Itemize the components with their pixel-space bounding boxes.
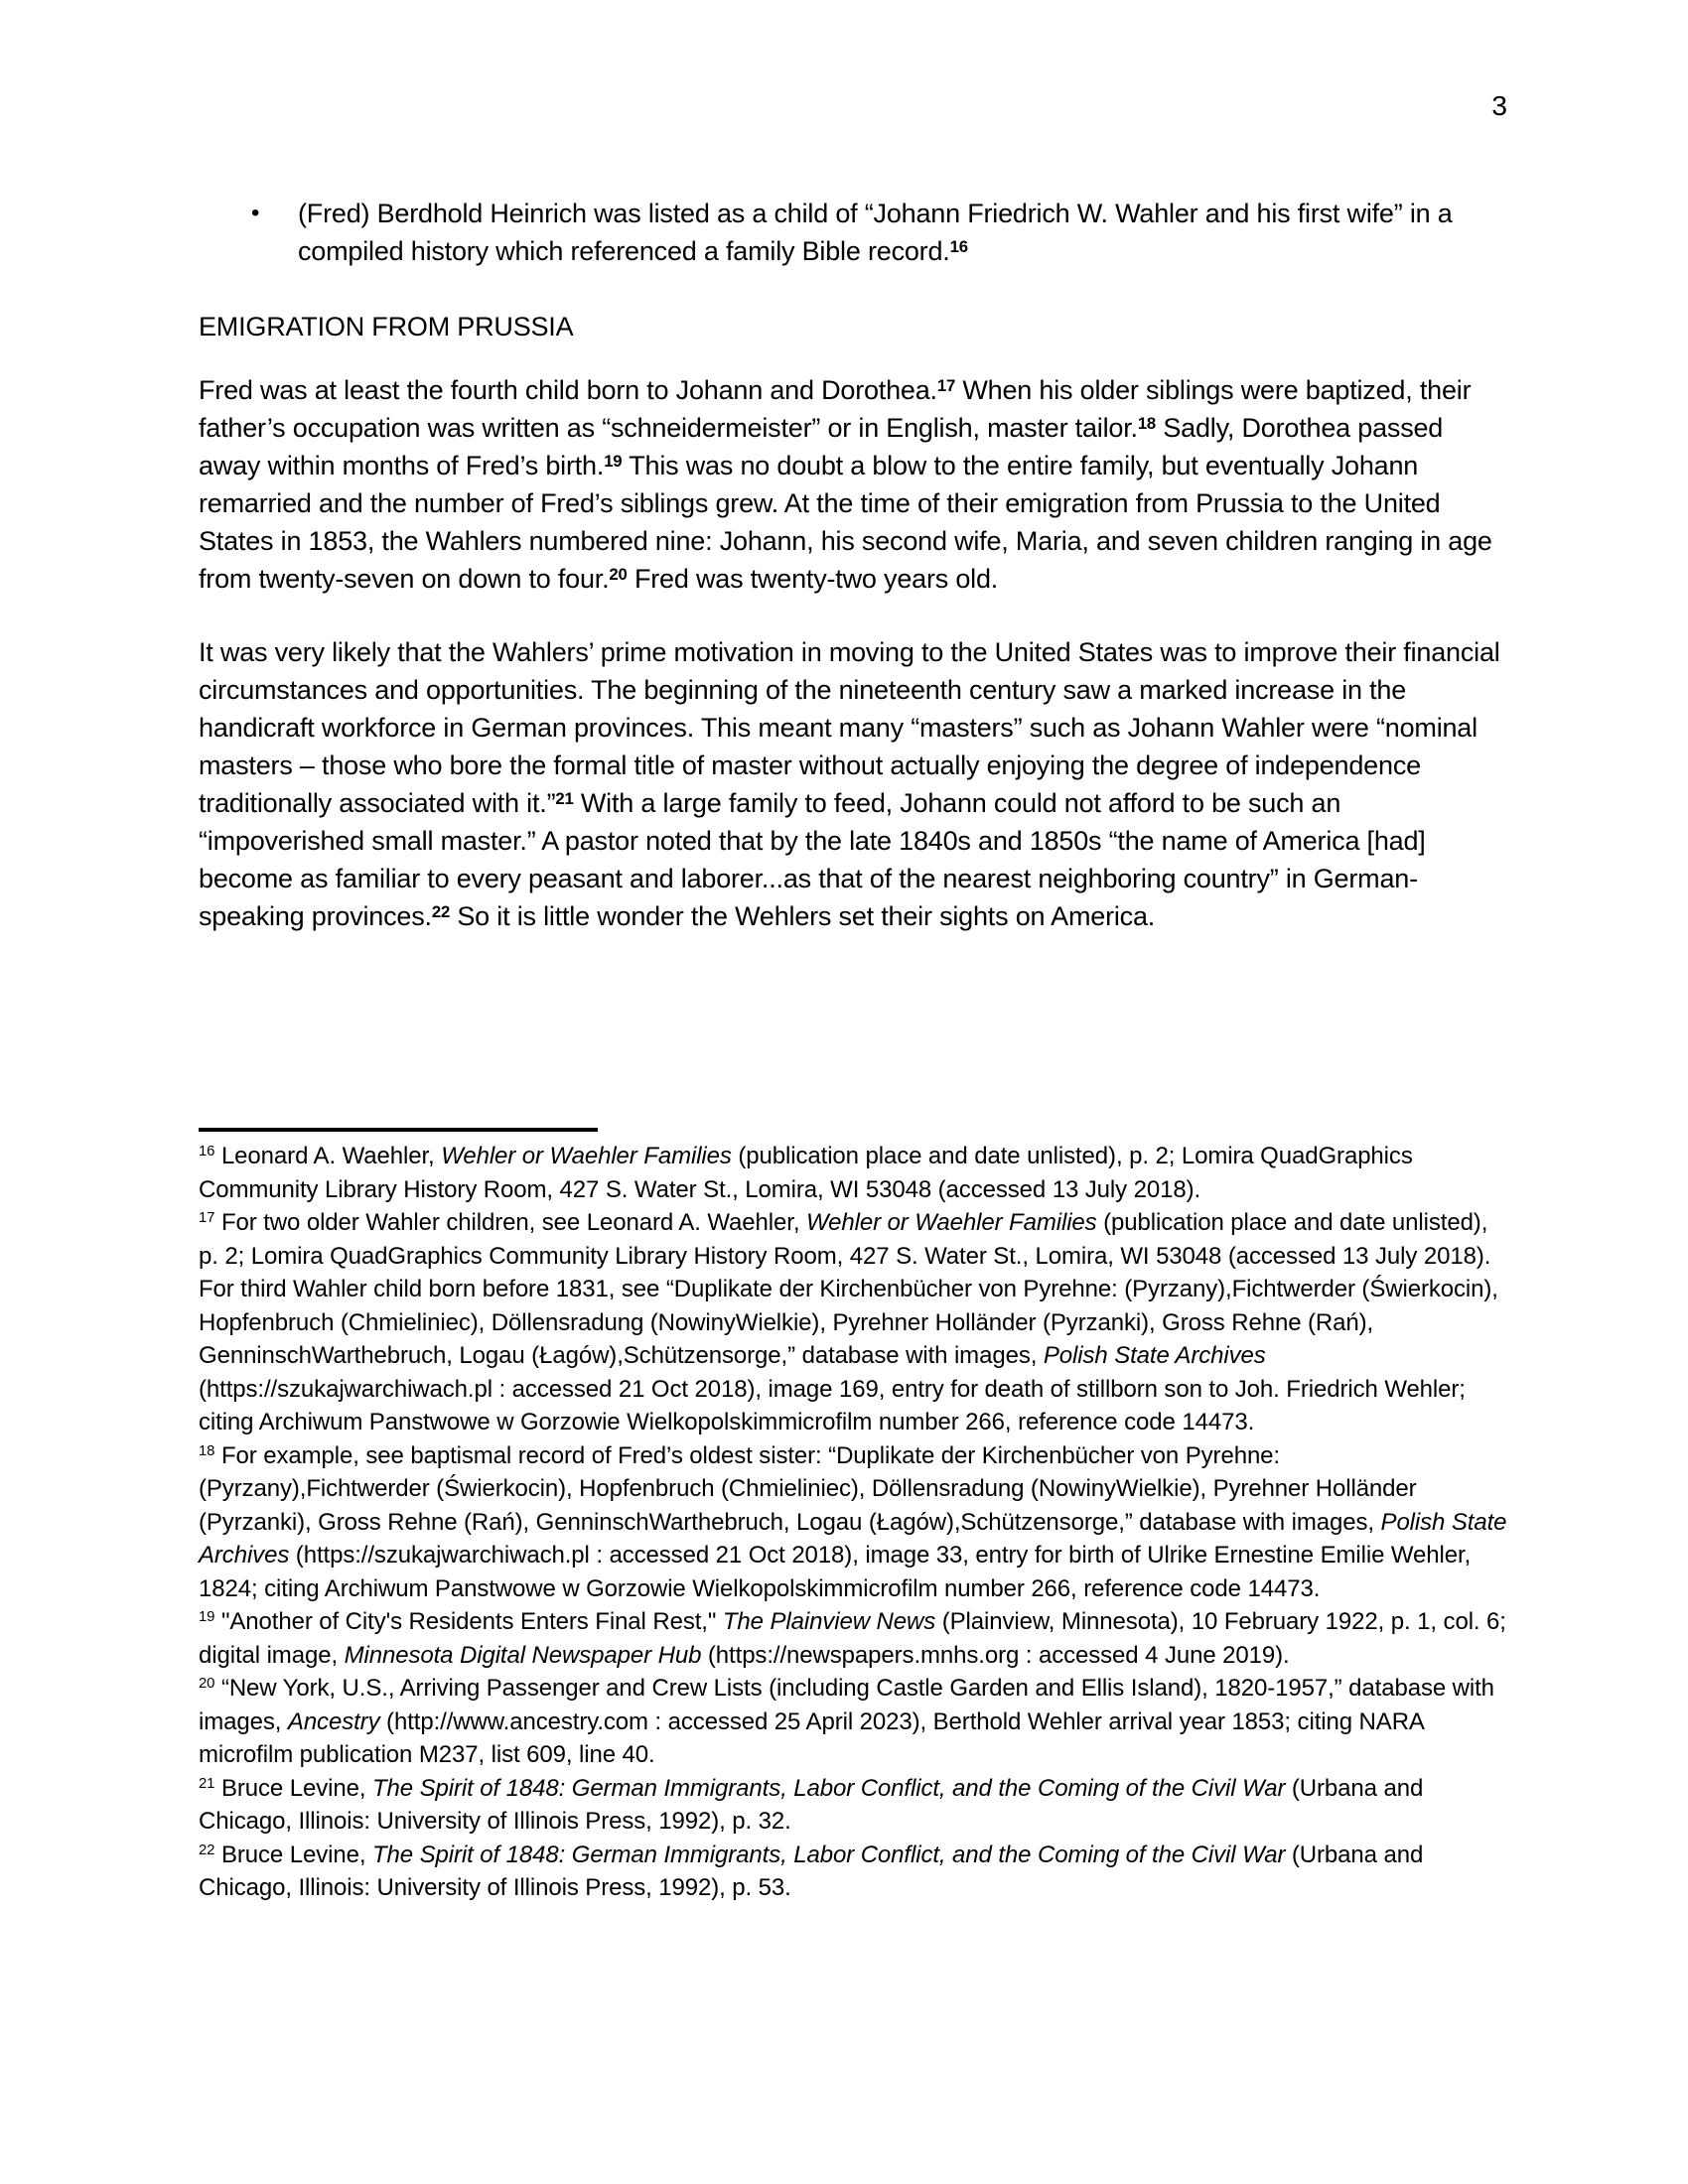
text-run: Wehler or Waehler Families [805,1209,1097,1236]
section-heading: EMIGRATION FROM PRUSSIA [199,312,574,341]
text-run: Polish State Archives [1043,1342,1266,1369]
text-run: Ancestry [287,1707,380,1735]
text-run: Minnesota Digital Newspaper Hub [344,1641,702,1669]
text-run: Bruce Levine, [220,1774,372,1802]
footnote-separator [199,1128,598,1132]
footnote-reference: 18 [1137,413,1157,433]
text-run: Leonard A. Waehler, [220,1143,442,1169]
text-run: (Urbana and Chicago, Illinois: University of Illinois Press, 1992), p. 32. [199,1774,1424,1835]
footnote-space [214,1608,221,1635]
text-run: (https://szukajwarchiwach.pl : accessed 21 Oct 2018), image 169, entry for death of stillborn son to Joh. Friedrich Wehler; citing Archiwum Panstwowe w Gorzowie Wielkopolskimmicrofilm number 266, reference code 14473. [199,1375,1466,1435]
footnote-number: 19 [199,1609,215,1626]
paragraph-motivation [199,633,1511,935]
footnote [199,1140,1511,1206]
footnote-text [199,1442,1506,1602]
footnote [199,1605,1511,1672]
footnote [199,1772,1511,1839]
bullet-icon: • [251,200,260,226]
footnote-text [199,1143,1413,1203]
text-run: Sadly, Dorothea passed away within months of Fred’s birth. [199,413,1444,480]
text-run: (Fred) Berdhold Heinrich was listed as a child of “Johann Friedrich W. Wahler and his first wife” in a compiled history which referenced a family Bible record. [298,199,1453,266]
footnote-reference: 17 [936,375,956,395]
footnote-text [199,1675,1494,1768]
footnote-space [214,1143,221,1169]
text-run: (publication place and date unlisted), p. 2; Lomira QuadGraphics Community Library History Room, 427 S. Water St., Lomira, WI 53048 (accessed 13 July 2018). [199,1143,1413,1203]
footnote [199,1672,1511,1772]
footnote-number: 21 [199,1775,215,1792]
text-run: So it is little wonder the Wehlers set their sights on America. [450,901,1156,931]
footnote-reference: 22 [431,901,451,921]
footnote-space [214,1442,221,1469]
footnote-space [214,1209,221,1236]
text-run: "Another of City's Residents Enters Final Rest," [220,1608,723,1635]
text-run: The Plainview News [722,1608,936,1635]
text-run: When his older siblings were baptized, their father’s occupation was written as “schneidermeister” or in English, master tailor. [199,375,1472,443]
text-run: Fred was at least the fourth child born to Johann and Dorothea. [199,375,937,405]
page-number: 3 [1491,90,1507,121]
footnote-space [214,1675,221,1702]
text-run: For example, see baptismal record of Fred’s oldest sister: “Duplikate der Kirchenbücher von Pyrehne: (Pyrzany),Fichtwerder (Świerkocin), Hopfenbruch (Chmieliniec), Döllensradung (NowinyWielkie), Pyrehner Holländer (Pyrzanki), Gross Rehne (Rań), GenninschWarthebruch, Logau (Łagów),Schützensorge,” database with images, [199,1441,1417,1536]
text-run: Fred was twenty-two years old. [627,564,999,594]
text-run: (publication place and date unlisted), p. 2; Lomira QuadGraphics Community Library History Room, 427 S. Water St., Lomira, WI 53048 (accessed 13 July 2018). For third Wahler child born before 1831, see “Duplikate der Kirchenbücher von Pyrehne: (Pyrzany),Fichtwerder (Świerkocin), Hopfenbruch (Chmieliniec), Döllensradung (NowinyWielkie), Pyrehner Holländer (Pyrzanki), Gross Rehne (Rań), GenninschWarthebruch, Logau (Łagów),Schützensorge,” database with images, [199,1209,1498,1369]
bullet-text [298,195,1512,270]
paragraph-emigration-intro [199,371,1511,598]
footnote-text [199,1209,1498,1435]
footnote-reference: 19 [604,451,623,471]
footnote-space [214,1842,221,1868]
footnote-reference: 16 [949,236,968,256]
footnote-number: 17 [199,1210,215,1227]
footnote-number: 22 [199,1842,215,1858]
footnotes-section [199,1140,1511,1905]
text-run: Wehler or Waehler Families [441,1143,732,1169]
text-run: “New York, U.S., Arriving Passenger and Crew Lists (including Castle Garden and Ellis Island), 1820-1957,” database with images, [199,1675,1494,1735]
footnote [199,1206,1511,1439]
text-run: For two older Wahler children, see Leonard A. Waehler, [220,1209,806,1236]
footnote [199,1439,1511,1606]
text-run: Polish State Archives [199,1508,1507,1569]
text-run: (https://szukajwarchiwach.pl : accessed 21 Oct 2018), image 33, entry for birth of Ulrike Ernestine Emilie Wehler, 1824; citing Archiwum Panstwowe w Gorzowie Wielkopolskimmicrofilm number 266, reference code 14473. [199,1542,1472,1602]
footnote-number: 16 [199,1144,215,1160]
footnote-number: 20 [199,1676,215,1693]
text-run: This was no doubt a blow to the entire family, but eventually Johann remarried and the number of Fred’s siblings grew. At the time of their emigration from Prussia to the United States in 1853, the Wahlers numbered nine: Johann, his second wife, Maria, and seven children ranging in age from twenty-seven on down to four. [199,451,1492,594]
text-run: (Plainview, Minnesota), 10 February 1922, p. 1, col. 6; digital image, [199,1608,1506,1669]
text-run: It was very likely that the Wahlers’ prime motivation in moving to the United States was to improve their financial circumstances and opportunities. The beginning of the nineteenth century saw a marked increase in the handicraft workforce in German provinces. This meant many “masters” such as Johann Wahler were “nominal masters – those who bore the formal title of master without actually enjoying the degree of independence traditionally associated with it.” [199,637,1500,818]
footnote-text [199,1608,1506,1669]
text-run: (https://newspapers.mnhs.org : accessed 4 June 2019). [701,1641,1290,1669]
footnote-number: 18 [199,1442,215,1459]
footnote-space [214,1775,221,1802]
footnote-text [199,1842,1423,1902]
text-run: Bruce Levine, [220,1841,372,1868]
text-run: With a large family to feed, Johann could not afford to be such an “impoverished small master.” A pastor noted that by the late 1840s and 1850s “the name of America [had] become as familiar to every peasant and laborer...as that of the nearest neighboring country” in German-speaking provinces. [199,788,1426,931]
bullet-item [251,195,1512,270]
text-run: (http://www.ancestry.com : accessed 25 April 2023), Berthold Wehler arrival year 1853; citing NARA microfilm publication M237, list 609, line 40. [199,1707,1424,1768]
footnote-reference: 21 [555,788,574,808]
footnote-reference: 20 [609,564,628,584]
footnote [199,1839,1511,1905]
text-run: The Spirit of 1848: German Immigrants, Labor Conflict, and the Coming of the Civil War [371,1841,1286,1868]
footnote-text [199,1775,1423,1836]
text-run: (Urbana and Chicago, Illinois: University of Illinois Press, 1992), p. 53. [199,1841,1424,1901]
text-run: The Spirit of 1848: German Immigrants, Labor Conflict, and the Coming of the Civil War [371,1774,1286,1802]
